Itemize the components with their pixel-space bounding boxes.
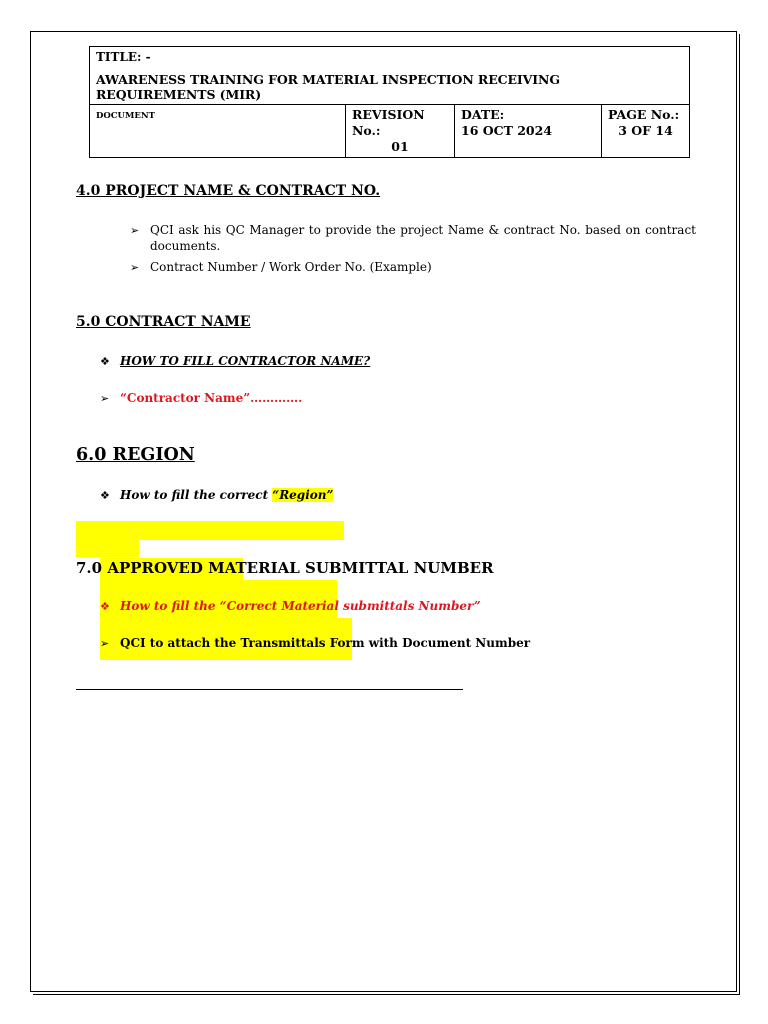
diamond-bullet-icon: ❖ [100,355,110,368]
date-value: 16 OCT 2024 [461,123,553,138]
section-7-question-text: How to fill the “Correct Material submittals Number” [120,599,481,613]
section-7-instruction [100,635,530,652]
document-title: AWARENESS TRAINING FOR MATERIAL INSPECTION RECEIVING REQUIREMENTS (MIR) [96,72,560,102]
revision-label: REVISION No.: [352,107,425,138]
date-cell [455,105,602,158]
arrow-bullet-icon: ➢ [130,261,140,274]
revision-cell [346,105,455,158]
arrow-bullet-icon: ➢ [130,224,140,237]
revision-value: 01 [391,139,409,154]
section-5-question [100,353,370,370]
highlight-block [76,540,139,557]
section-5-answer [100,390,302,407]
section-4-bullet-1 [130,222,700,254]
page-number-value: 3 OF 14 [618,123,673,138]
footnote-divider [76,689,463,690]
title-cell [90,47,690,105]
page-border [30,31,737,992]
document-label-cell [90,105,346,158]
section-7-question [100,598,481,615]
region-highlight: “Region” [272,488,334,502]
section-4-bullet-1-text: QCI ask his QC Manager to provide the project Name & contract No. based on contract documents. [150,223,696,253]
section-5-answer-text: “Contractor Name”…………. [120,391,303,405]
title-label: TITLE: - [96,50,151,64]
section-4-bullet-2-text: Contract Number / Work Order No. (Example) [150,260,432,274]
document-header-table [89,46,690,158]
arrow-bullet-icon: ➢ [100,637,110,650]
document-label: DOCUMENT [96,111,155,121]
section-7-instruction-text: QCI to attach the Transmittals Form with Document Number [120,636,531,650]
section-6-heading: 6.0 REGION [76,445,195,465]
section-5-question-text: HOW TO FILL CONTRACTOR NAME? [120,354,371,368]
page-number-cell [602,105,690,158]
section-4-heading: 4.0 PROJECT NAME & CONTRACT NO. [76,183,381,199]
section-5-heading: 5.0 CONTRACT NAME [76,314,251,330]
section-7-heading: 7.0 APPROVED MATERIAL SUBMITTAL NUMBER [76,559,494,577]
page-number-label: PAGE No.: [608,107,680,122]
diamond-bullet-icon: ❖ [100,600,110,613]
date-label: DATE: [461,107,505,122]
highlight-block [76,521,344,540]
section-6-question-text: How to fill the correct [120,488,273,502]
arrow-bullet-icon: ➢ [100,392,110,405]
diamond-bullet-icon: ❖ [100,489,110,502]
section-4-bullet-2 [130,259,432,276]
section-6-question [100,487,333,504]
